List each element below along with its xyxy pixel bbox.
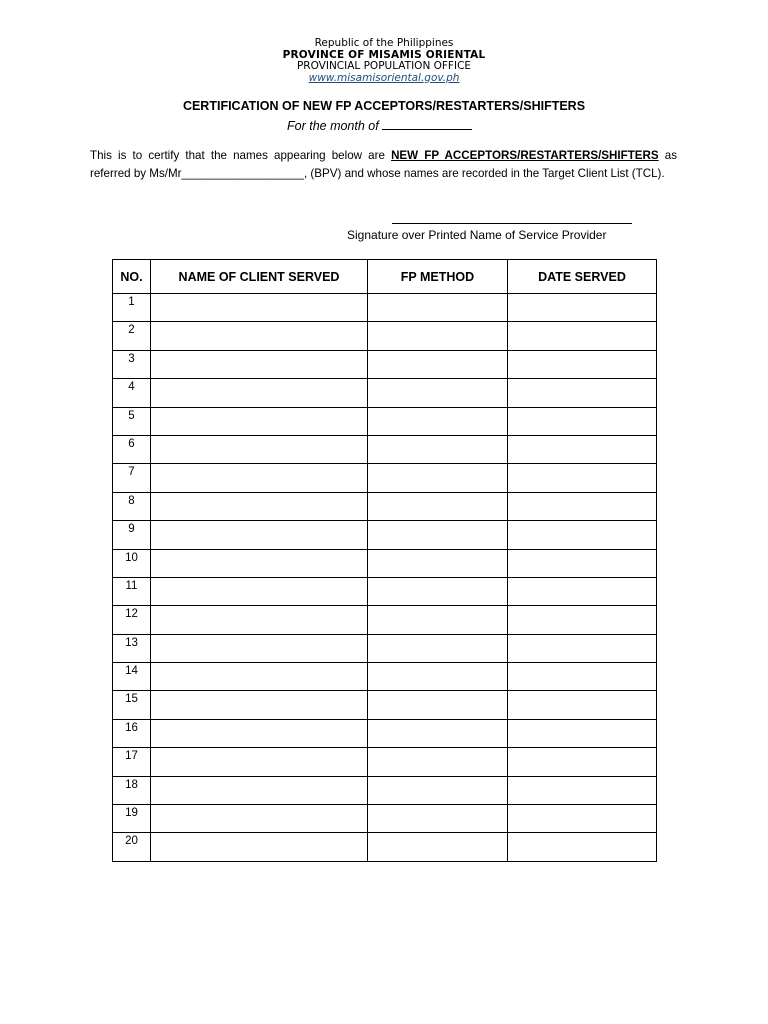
column-header-fp-method: FP METHOD (368, 260, 508, 294)
fp-method-cell[interactable] (368, 691, 508, 719)
fp-method-cell[interactable] (368, 464, 508, 492)
signature-line[interactable] (392, 223, 632, 224)
fp-method-cell[interactable] (368, 492, 508, 520)
table-row (113, 379, 657, 407)
row-number: 5 (113, 407, 151, 435)
client-name-cell[interactable] (151, 606, 368, 634)
table-row (113, 350, 657, 378)
province-line: PROVINCE OF MISAMIS ORIENTAL (282, 48, 486, 61)
fp-method-cell[interactable] (368, 748, 508, 776)
date-served-cell[interactable] (508, 549, 657, 577)
row-number: 1 (113, 294, 151, 322)
month-label: For the month of (287, 119, 379, 133)
row-number: 8 (113, 492, 151, 520)
client-name-cell[interactable] (151, 634, 368, 662)
client-name-cell[interactable] (151, 577, 368, 605)
date-served-cell[interactable] (508, 407, 657, 435)
table-row (113, 492, 657, 520)
table-row (113, 577, 657, 605)
client-name-cell[interactable] (151, 691, 368, 719)
client-name-cell[interactable] (151, 663, 368, 691)
fp-method-cell[interactable] (368, 435, 508, 463)
client-name-cell[interactable] (151, 407, 368, 435)
client-name-cell[interactable] (151, 322, 368, 350)
date-served-cell[interactable] (508, 492, 657, 520)
column-header-no: NO. (113, 260, 151, 294)
website-link[interactable]: www.misamisoriental.gov.ph (308, 71, 460, 84)
row-number: 13 (113, 634, 151, 662)
date-served-cell[interactable] (508, 719, 657, 747)
table-row (113, 464, 657, 492)
table-row (113, 663, 657, 691)
date-served-cell[interactable] (508, 379, 657, 407)
row-number: 4 (113, 379, 151, 407)
row-number: 2 (113, 322, 151, 350)
date-served-cell[interactable] (508, 805, 657, 833)
month-blank[interactable] (382, 117, 472, 130)
row-number: 6 (113, 435, 151, 463)
fp-method-cell[interactable] (368, 805, 508, 833)
client-name-cell[interactable] (151, 805, 368, 833)
client-name-cell[interactable] (151, 350, 368, 378)
fp-method-cell[interactable] (368, 663, 508, 691)
row-number: 17 (113, 748, 151, 776)
date-served-cell[interactable] (508, 577, 657, 605)
table-row (113, 776, 657, 804)
table-row (113, 805, 657, 833)
document-title: CERTIFICATION OF NEW FP ACCEPTORS/RESTARTERS/SHIFTERS (182, 99, 586, 113)
paragraph-text-end: as referred by Ms/Mr___________________, (BPV) and whose names are recorded in the Target Client List (TCL). (90, 149, 678, 180)
date-served-cell[interactable] (508, 663, 657, 691)
fp-method-cell[interactable] (368, 407, 508, 435)
date-served-cell[interactable] (508, 634, 657, 662)
client-name-cell[interactable] (151, 776, 368, 804)
fp-method-cell[interactable] (368, 350, 508, 378)
table-row (113, 691, 657, 719)
fp-method-cell[interactable] (368, 577, 508, 605)
letterhead (0, 38, 768, 84)
date-served-cell[interactable] (508, 748, 657, 776)
signature-label: Signature over Printed Name of Service Provider (347, 228, 607, 242)
date-served-cell[interactable] (508, 435, 657, 463)
table-row (113, 521, 657, 549)
table-row (113, 322, 657, 350)
fp-method-cell[interactable] (368, 719, 508, 747)
row-number: 12 (113, 606, 151, 634)
fp-method-cell[interactable] (368, 833, 508, 861)
table-row (113, 719, 657, 747)
date-served-cell[interactable] (508, 350, 657, 378)
table-row (113, 549, 657, 577)
fp-method-cell[interactable] (368, 634, 508, 662)
row-number: 11 (113, 577, 151, 605)
table-row (113, 833, 657, 861)
client-name-cell[interactable] (151, 833, 368, 861)
date-served-cell[interactable] (508, 776, 657, 804)
table-row (113, 407, 657, 435)
fp-method-cell[interactable] (368, 521, 508, 549)
table-row (113, 634, 657, 662)
row-number: 14 (113, 663, 151, 691)
date-served-cell[interactable] (508, 833, 657, 861)
republic-line: Republic of the Philippines (314, 37, 454, 49)
client-name-cell[interactable] (151, 748, 368, 776)
column-header-client-name: NAME OF CLIENT SERVED (151, 260, 368, 294)
row-number: 16 (113, 719, 151, 747)
row-number: 3 (113, 350, 151, 378)
row-number: 15 (113, 691, 151, 719)
paragraph-text-start: This is to certify that the names appearing below are (90, 149, 392, 162)
table-header-row (113, 260, 657, 294)
fp-method-cell[interactable] (368, 549, 508, 577)
client-name-cell[interactable] (151, 435, 368, 463)
client-table (112, 259, 657, 862)
certification-paragraph (90, 147, 677, 183)
date-served-cell[interactable] (508, 322, 657, 350)
client-name-cell[interactable] (151, 492, 368, 520)
date-served-cell[interactable] (508, 691, 657, 719)
row-number: 19 (113, 805, 151, 833)
office-line: PROVINCIAL POPULATION OFFICE (296, 60, 472, 72)
table-row (113, 606, 657, 634)
client-name-cell[interactable] (151, 549, 368, 577)
date-served-cell[interactable] (508, 294, 657, 322)
date-served-cell[interactable] (508, 521, 657, 549)
table-row (113, 748, 657, 776)
client-name-cell[interactable] (151, 379, 368, 407)
row-number: 10 (113, 549, 151, 577)
fp-method-cell[interactable] (368, 776, 508, 804)
table-row (113, 294, 657, 322)
client-name-cell[interactable] (151, 294, 368, 322)
fp-method-cell[interactable] (368, 294, 508, 322)
fp-method-cell[interactable] (368, 379, 508, 407)
fp-method-cell[interactable] (368, 606, 508, 634)
date-served-cell[interactable] (508, 606, 657, 634)
column-header-date-served: DATE SERVED (508, 260, 657, 294)
date-served-cell[interactable] (508, 464, 657, 492)
paragraph-emphasis: NEW FP ACCEPTORS/RESTARTERS/SHIFTERS (391, 149, 659, 162)
row-number: 20 (113, 833, 151, 861)
table-row (113, 435, 657, 463)
month-field (287, 117, 472, 133)
table-body (113, 294, 657, 862)
client-name-cell[interactable] (151, 521, 368, 549)
row-number: 9 (113, 521, 151, 549)
client-name-cell[interactable] (151, 464, 368, 492)
client-name-cell[interactable] (151, 719, 368, 747)
row-number: 7 (113, 464, 151, 492)
fp-method-cell[interactable] (368, 322, 508, 350)
row-number: 18 (113, 776, 151, 804)
